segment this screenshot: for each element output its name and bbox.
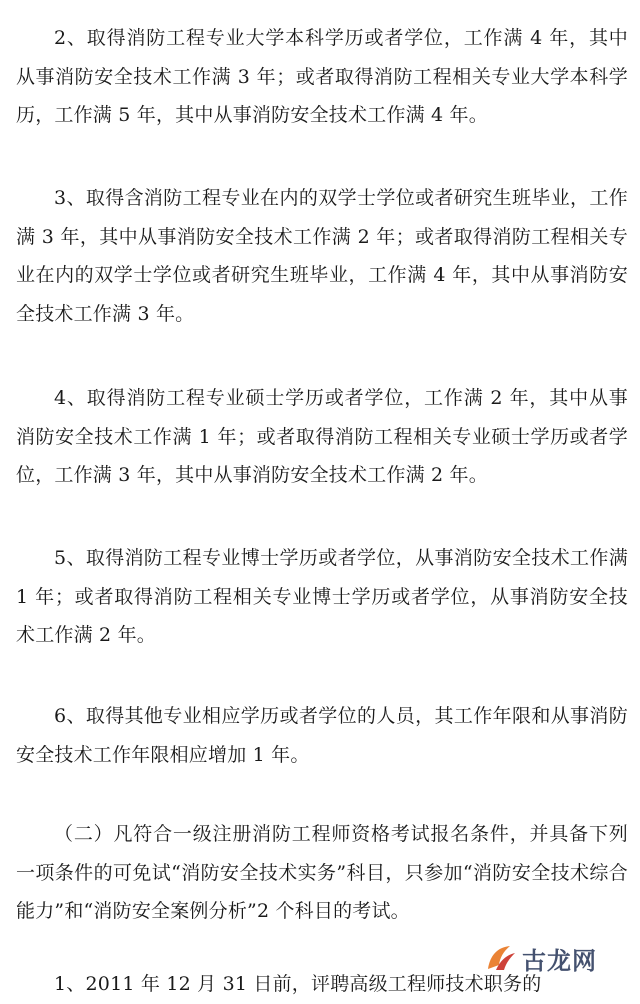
paragraph-item-2: 2、取得消防工程专业大学本科学历或者学位，工作满 4 年，其中从事消防安全技术工作满 3 年；或者取得消防工程相关专业大学本科学历，工作满 5 年，其中从事消防安全技术工作满 4 年。: [16, 27, 628, 126]
paragraph-section-2: （二）凡符合一级注册消防工程师资格考试报名条件，并具备下列一项条件的可免试“消防安全技术实务”科目，只参加“消防安全技术综合能力”和“消防安全案例分析”2 个科目的考试。: [16, 823, 628, 922]
paragraph-item-3: 3、取得含消防工程专业在内的双学士学位或者研究生班毕业，工作满 3 年，其中从事消防安全技术工作满 2 年；或者取得消防工程相关专业在内的双学士学位或者研究生班毕业，工作满 4 年，其中从事消防安全技术工作满 3 年。: [16, 187, 628, 325]
paragraph-item-6: 6、取得其他专业相应学历或者学位的人员，其工作年限和从事消防安全技术工作年限相应增加 1 年。: [16, 705, 628, 766]
site-watermark: [484, 940, 634, 976]
watermark-brand-text: 古龙网: [522, 946, 597, 975]
paragraph-item-4: 4、取得消防工程专业硕士学历或者学位，工作满 2 年，其中从事消防安全技术工作满 1 年；或者取得消防工程相关专业硕士学历或者学位，工作满 3 年，其中从事消防安全技术工作满 2 年。: [16, 387, 628, 486]
watermark-logo-icon: [484, 943, 518, 973]
paragraph-item-5: 5、取得消防工程专业博士学历或者学位，从事消防安全技术工作满 1 年；或者取得消防工程相关专业博士学历或者学位，从事消防安全技术工作满 2 年。: [16, 547, 628, 646]
paragraph-section-2-item-1: 1、2011 年 12 月 31 日前，评聘高级工程师技术职务的: [54, 973, 542, 995]
